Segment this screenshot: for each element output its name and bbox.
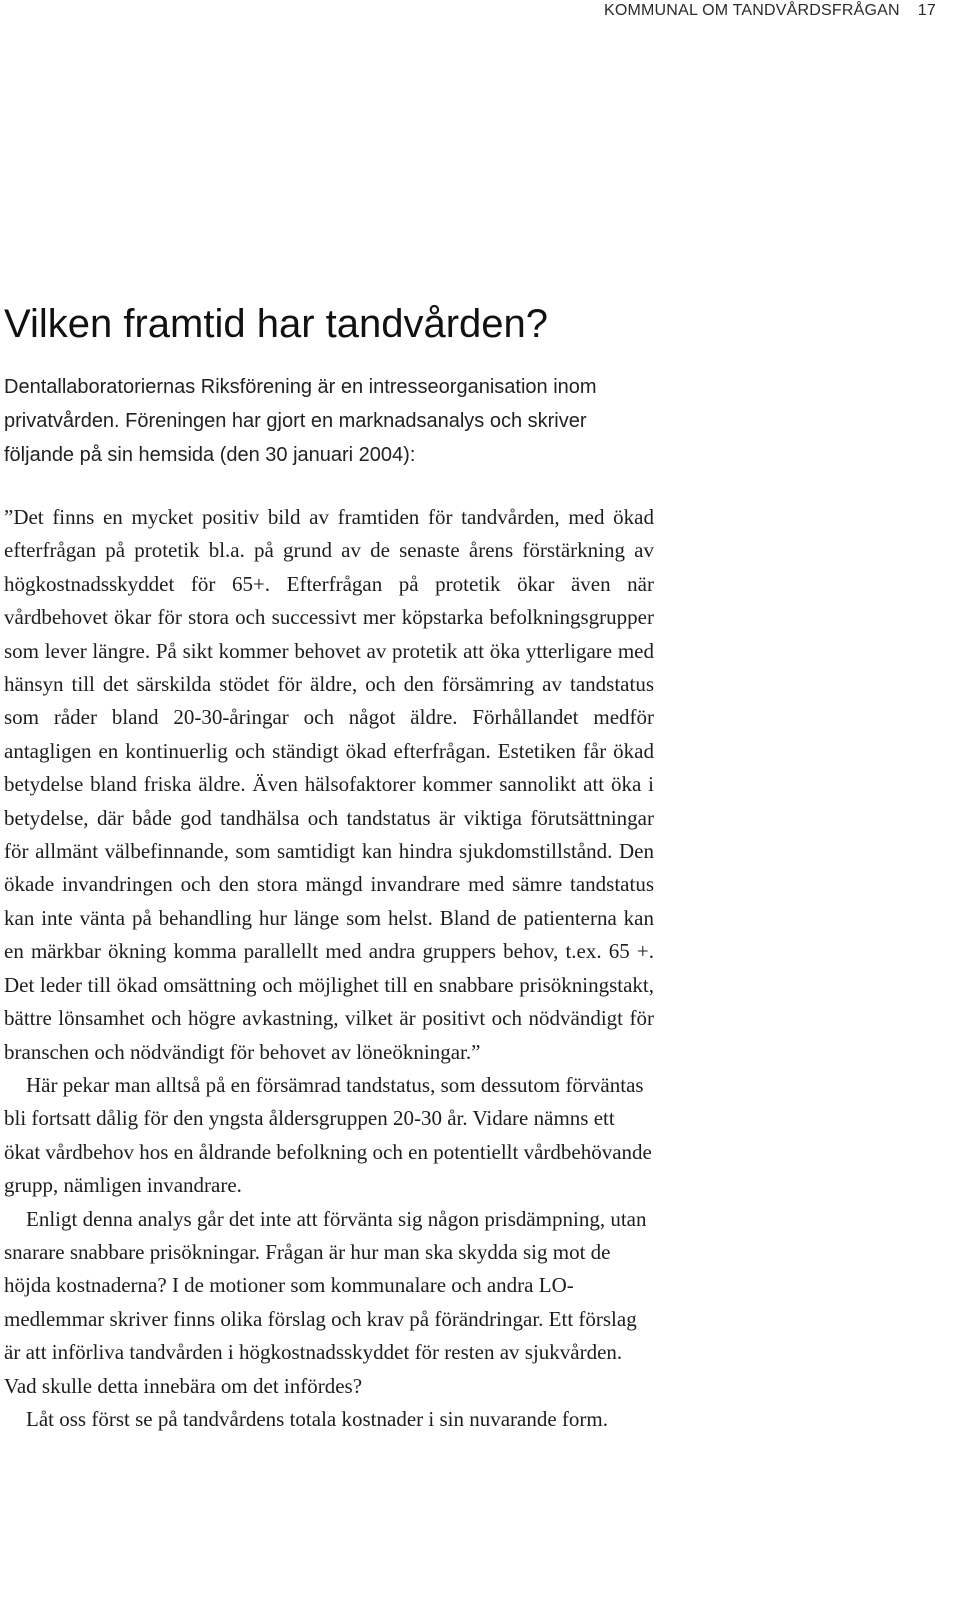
section-title: KOMMUNAL OM TANDVÅRDSFRÅGAN	[603, 2, 900, 19]
page-number: 17	[917, 2, 936, 19]
article	[4, 292, 654, 1436]
running-header	[604, 2, 936, 20]
body-paragraph: Här pekar man alltså på en försämrad tandstatus, som dessutom förväntas bli fortsatt dålig för den yngsta åldersgruppen 20-30 år. Vidare nämns ett ökat vårdbehov hos en åldrande befolkning och en potentiellt vårdbehövande grupp, nämligen invandrare.	[4, 1072, 652, 1198]
body-paragraph: Låt oss först se på tandvårdens totala kostnader i sin nuvarande form.	[26, 1406, 609, 1431]
article-intro: Dentallaboratoriernas Riksförening är en intresseorganisation inom privatvården. Föreningen har gjort en marknadsanalys och skriver följande på sin hemsida (den 30 januari 2004):	[4, 376, 597, 466]
body-paragraph: Enligt denna analys går det inte att förvänta sig någon prisdämpning, utan snarare snabbare prisökningar. Frågan är hur man ska skydda sig mot de höjda kostnaderna? I de motioner som kommunalare och andra LO-medlemmar skriver finns olika förslag och krav på förändringar. Ett förslag är att införliva tandvården i högkostnadsskyddet för resten av sjukvården. Vad skulle detta innebära om det infördes?	[4, 1206, 647, 1398]
block-quote: ”Det finns en mycket positiv bild av framtiden för tandvården, med ökad efterfrågan på protetik bl.a. på grund av de senaste årens förstärkning av högkostnadsskyddet för 65+. Efterfrågan på protetik ökar även när vårdbehovet ökar för stora och successivt mer köpstarka befolkningsgrupper som lever längre. På sikt kommer behovet av protetik att öka ytterligare med hänsyn till det särskilda stödet för äldre, och den försämring av tandstatus som råder bland 20-30-åringar och något äldre. Förhållandet medför antagligen en kontinuerlig och ständigt ökad efterfrågan. Estetiken får ökad betydelse bland friska äldre. Även hälsofaktorer kommer sannolikt att öka i betydelse, där både god tandhälsa och tandstatus är viktiga förutsättningar för allmänt välbefinnande, som samtidigt kan hindra sjukdomstillstånd. Den ökade invandringen och den stora mängd invandrare med sämre tandstatus kan inte vänta på behandling hur länge som helst. Bland de patienterna kan en märkbar ökning komma parallellt med andra gruppers behov, t.ex. 65 +. Det leder till ökad omsättning och möjlighet till en snabbare prisökningstakt, bättre lönsamhet och högre avkastning, vilket är positivt och nödvändigt för branschen och nödvändigt för behovet av löneökningar.”	[4, 505, 654, 1064]
article-title: Vilken framtid har tandvården?	[4, 302, 549, 346]
